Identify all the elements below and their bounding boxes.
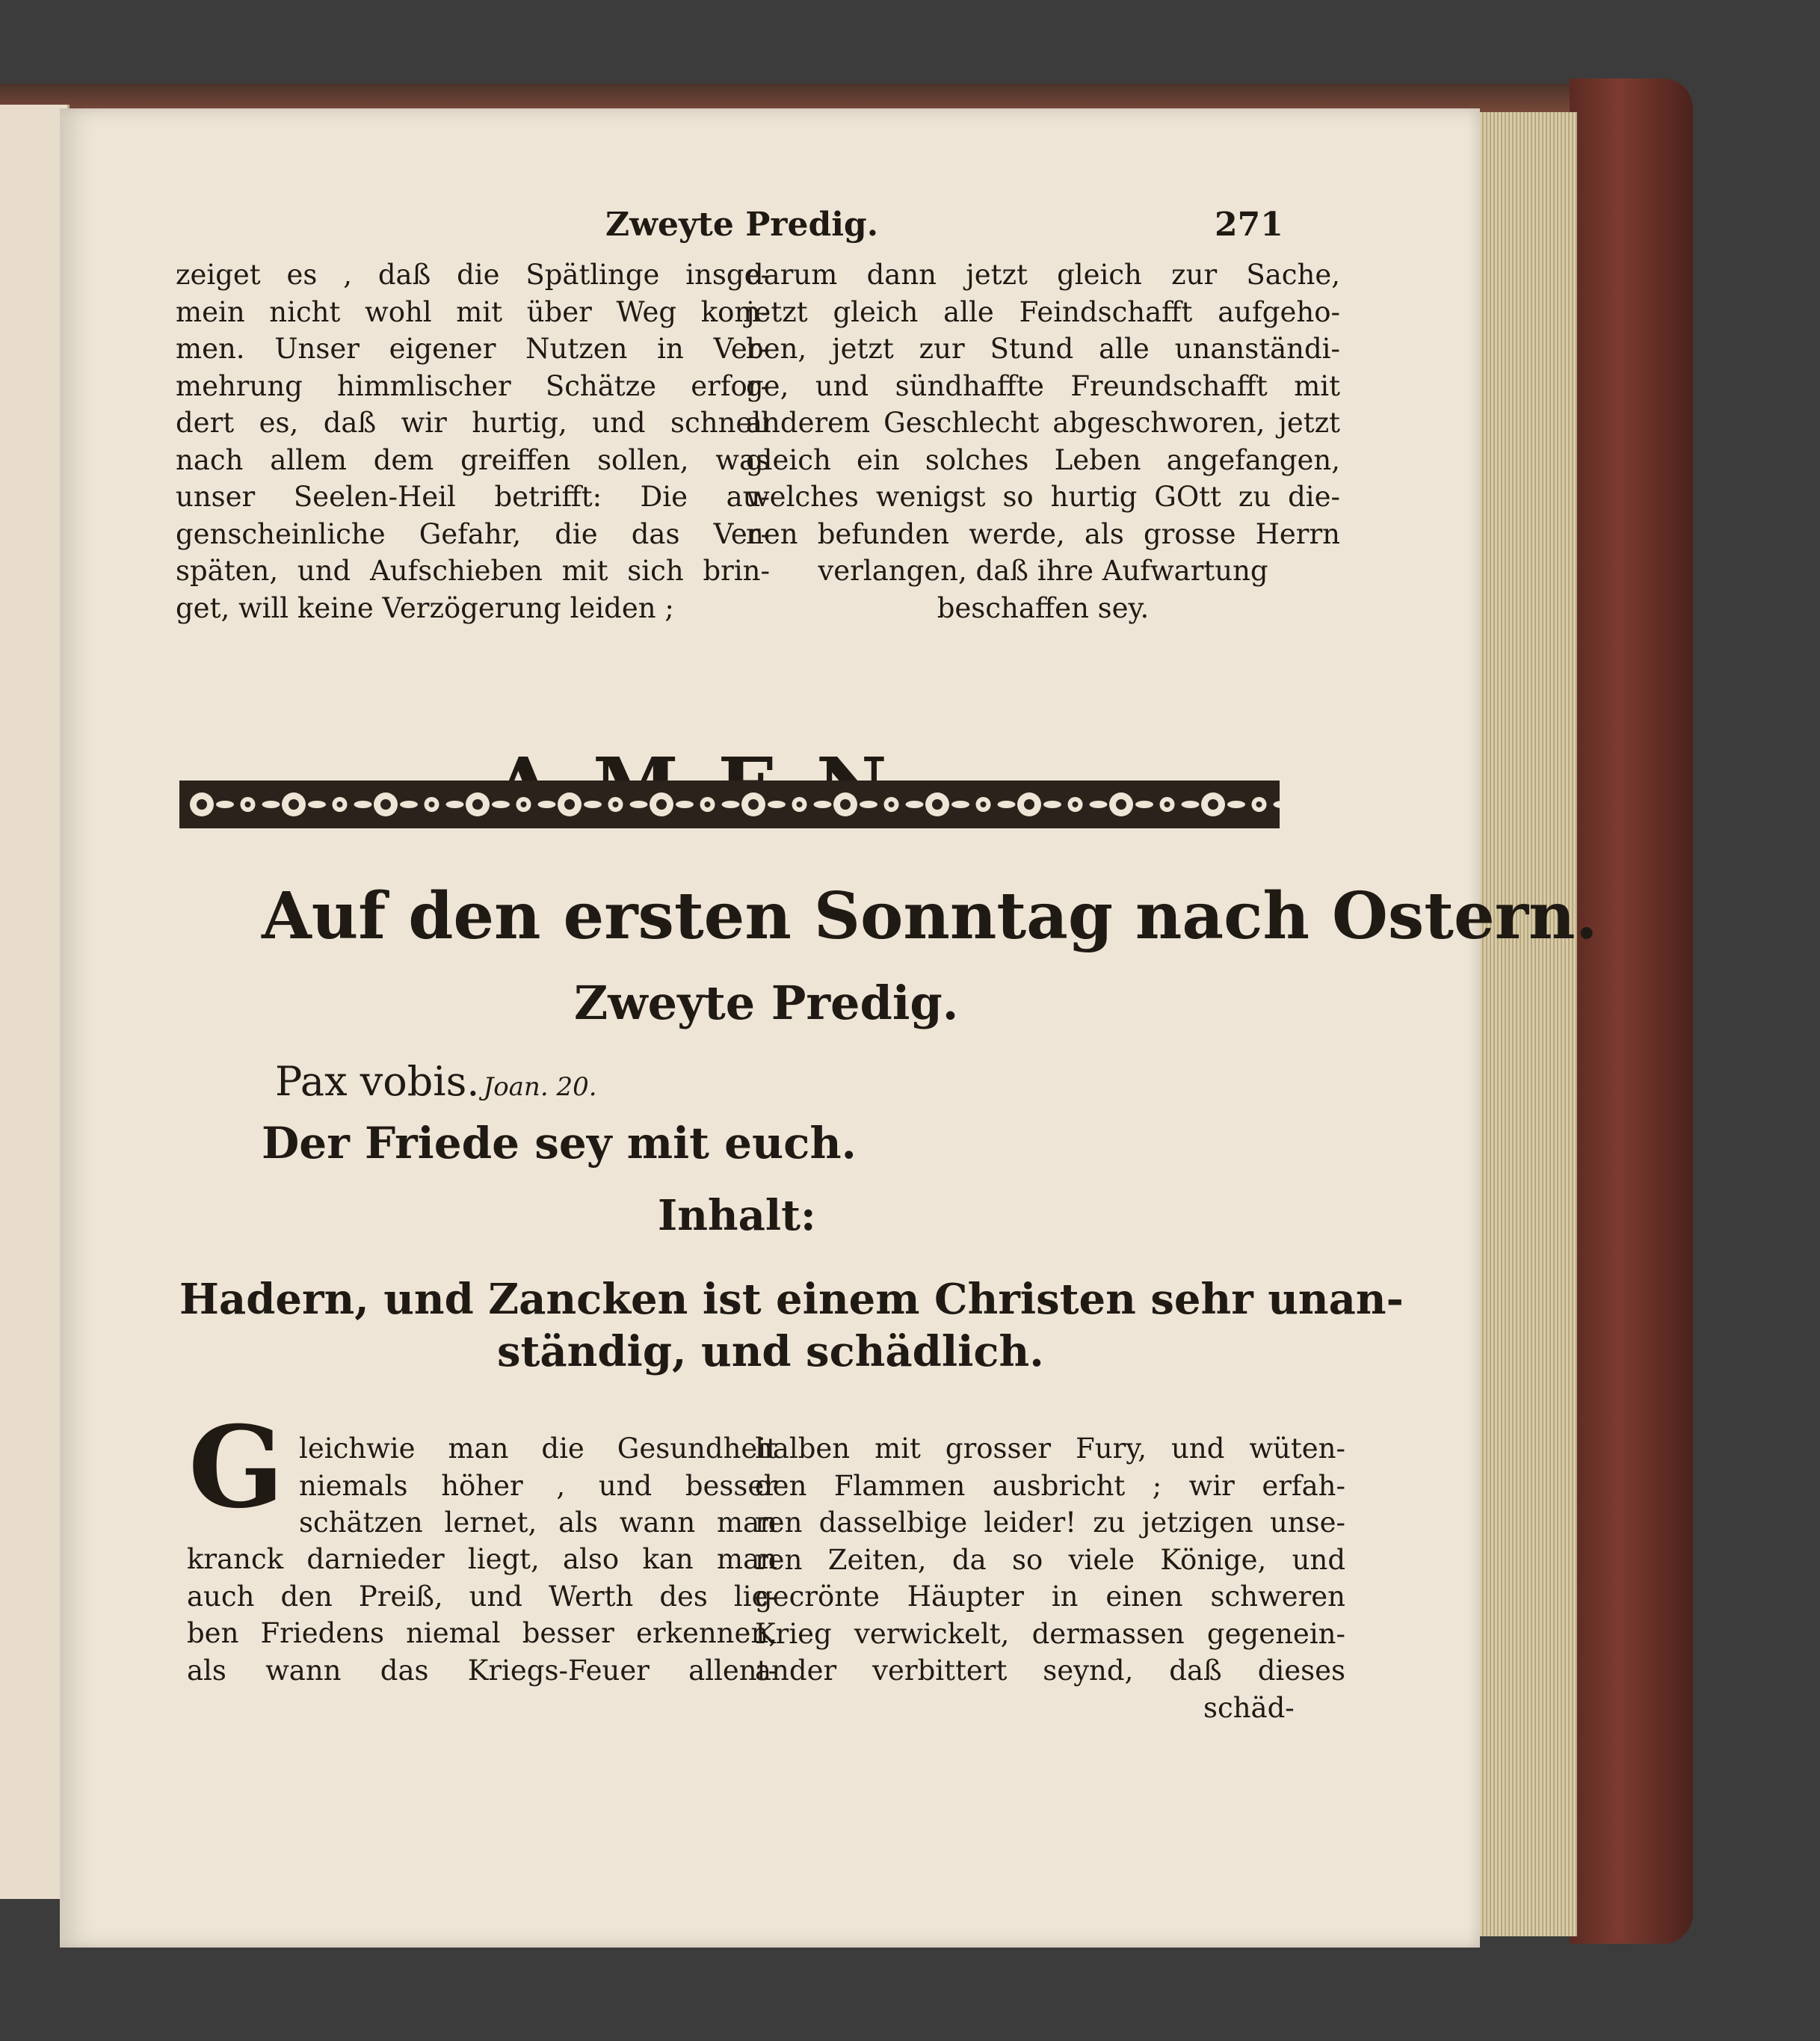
opening-right-column xyxy=(755,1430,1345,1690)
text-line: anderem Geschlecht abgeschworen, jetzt xyxy=(746,407,1340,439)
ornamental-border xyxy=(179,776,1280,833)
page-271 xyxy=(60,108,1598,1948)
ornament-leaf xyxy=(1043,801,1061,808)
text-line: men. Unser eigener Nutzen in Ver- xyxy=(176,333,770,365)
ornament-leaf xyxy=(216,801,234,808)
ornament-rosette-center xyxy=(289,799,299,810)
text-line: ren Zeiten, da so viele Könige, und xyxy=(755,1543,1345,1576)
text-line: ge, und sündhaffte Freundschafft mit xyxy=(746,369,1340,402)
scripture-latin: Pax vobis. xyxy=(275,1058,480,1105)
ornament-leaf xyxy=(1182,801,1200,808)
ornament-leaf xyxy=(998,801,1016,808)
text-line: mein nicht wohl mit über Weg kom- xyxy=(176,295,770,328)
text-line: beschaffen sey. xyxy=(937,591,1150,624)
ornament-rosette-center xyxy=(981,801,987,807)
top-right-column xyxy=(746,256,1340,552)
text-line: dert es, daß wir hurtig, und schnell xyxy=(176,407,770,439)
ornament-rosette-center xyxy=(748,799,759,810)
contents-summary-line-1: Hadern, und Zancken ist einem Christen sehr unan- xyxy=(179,1275,1404,1324)
ornament-rosette-center xyxy=(1116,799,1126,810)
text-line: mehrung himmlischer Schätze erfor- xyxy=(176,369,770,402)
text-line: niemals höher , und besser xyxy=(299,1469,777,1502)
ornament-rosette-center xyxy=(1165,801,1170,807)
ornament-rosette-center xyxy=(613,801,619,807)
ornament-leaf xyxy=(860,801,877,808)
ornament-leaf xyxy=(308,801,326,808)
scripture-german: Der Friede sey mit euch. xyxy=(262,1118,857,1169)
text-line: schätzen lernet, als wann man xyxy=(299,1506,777,1539)
opening-left-column xyxy=(187,1541,777,1689)
text-line: unser Seelen-Heil betrifft: Die au- xyxy=(176,481,770,513)
ornament-rosette-center xyxy=(197,799,207,810)
contents-label: Inhalt: xyxy=(658,1191,816,1240)
page-number: 271 xyxy=(1215,206,1283,244)
ornament-leaf xyxy=(722,801,740,808)
text-line: gleich ein solches Leben angefangen, xyxy=(746,443,1340,476)
ornament-rosette-center xyxy=(889,801,895,807)
ornament-leaf xyxy=(676,801,694,808)
text-line: ander verbittert seynd, daß dieses xyxy=(755,1654,1345,1687)
ornament-leaf xyxy=(492,801,510,808)
text-line: nen befunden werde, als grosse Herrn xyxy=(746,517,1340,550)
text-line: halben mit grosser Fury, und wüten- xyxy=(755,1432,1345,1465)
text-line: Krieg verwickelt, dermassen gegenein- xyxy=(755,1617,1345,1650)
scripture-latin-line xyxy=(275,1058,597,1105)
running-head-title: Zweyte Predig. xyxy=(605,206,879,244)
sermon-title: Auf den ersten Sonntag nach Ostern. xyxy=(262,878,1598,954)
catchword: schäd- xyxy=(1203,1692,1295,1724)
ornament-leaf xyxy=(400,801,418,808)
ornament-rosette-center xyxy=(429,801,435,807)
ornament-rosette-center xyxy=(564,799,575,810)
ornament-rosette-center xyxy=(521,801,527,807)
ornament-leaf xyxy=(768,801,786,808)
ornament-rosette-center xyxy=(245,801,251,807)
scripture-reference: Joan. 20. xyxy=(483,1072,597,1102)
text-line: zeiget es , daß die Spätlinge insge- xyxy=(176,259,770,291)
sermon-subtitle: Zweyte Predig. xyxy=(574,976,959,1030)
text-line: verlangen, daß ihre Aufwartung xyxy=(818,555,1268,587)
ornament-leaf xyxy=(354,801,372,808)
text-line: ren dasselbige leider! zu jetzigen unse- xyxy=(755,1506,1345,1539)
text-line: genscheinliche Gefahr, die das Ver- xyxy=(176,517,770,550)
contents-summary-line-2: ständig, und schädlich. xyxy=(497,1327,1044,1376)
ornament-rosette-center xyxy=(705,801,711,807)
drop-cap: G xyxy=(188,1402,285,1533)
text-line: den Flammen ausbricht ; wir erfah- xyxy=(755,1469,1345,1502)
ornament-leaf xyxy=(446,801,464,808)
ornament-rosette-center xyxy=(1256,801,1262,807)
ornament-rosette-center xyxy=(337,801,343,807)
ornament-rosette-center xyxy=(1024,799,1034,810)
text-line: nach allem dem greiffen sollen, was xyxy=(176,443,770,476)
ornament-rosette-center xyxy=(656,799,667,810)
ornament-leaf xyxy=(814,801,832,808)
text-line: welches wenigst so hurtig GOtt zu die- xyxy=(746,481,1340,513)
text-line: ben, jetzt zur Stund alle unanständi- xyxy=(746,333,1340,365)
text-line: ben Friedens niemal besser erkennen, xyxy=(187,1617,777,1649)
text-line: darum dann jetzt gleich zur Sache, xyxy=(746,259,1340,291)
ornament-rosette-center xyxy=(472,799,483,810)
ornament-rosette-center xyxy=(932,799,943,810)
ornament-rosette-center xyxy=(797,801,803,807)
ornament-leaf xyxy=(906,801,924,808)
ornament-leaf xyxy=(630,801,648,808)
text-line: als wann das Kriegs-Feuer allent- xyxy=(187,1654,777,1687)
text-line: gecrönte Häupter in einen schweren xyxy=(755,1580,1345,1613)
text-line: leichwie man die Gesundheit xyxy=(299,1432,777,1465)
ornament-leaf xyxy=(1135,801,1153,808)
top-right-column-closing xyxy=(746,552,1340,627)
text-line: get, will keine Verzögerung leiden ; xyxy=(176,591,674,624)
text-line: auch den Preiß, und Werth des lie- xyxy=(187,1580,777,1613)
ornament-rosette-center xyxy=(380,799,391,810)
ornament-leaf xyxy=(1227,801,1245,808)
ornament-leaf xyxy=(538,801,556,808)
ornament-rosette-center xyxy=(840,799,851,810)
ornament-rosette-center xyxy=(1073,801,1079,807)
ornament-leaf xyxy=(262,801,280,808)
text-line: jetzt gleich alle Feindschafft aufgeho- xyxy=(746,295,1340,328)
text-line: späten, und Aufschieben mit sich brin- xyxy=(176,555,770,587)
top-left-column xyxy=(176,256,770,627)
ornament-leaf xyxy=(1090,801,1108,808)
ornament-rosette-center xyxy=(1208,799,1218,810)
book-cover-spine-edge xyxy=(1570,78,1693,1944)
page-edges xyxy=(1465,112,1577,1936)
ornament-leaf xyxy=(584,801,602,808)
opening-left-column-indented xyxy=(299,1430,777,1542)
text-line: kranck darnieder liegt, also kan man xyxy=(187,1543,777,1575)
ornament-leaf xyxy=(951,801,969,808)
